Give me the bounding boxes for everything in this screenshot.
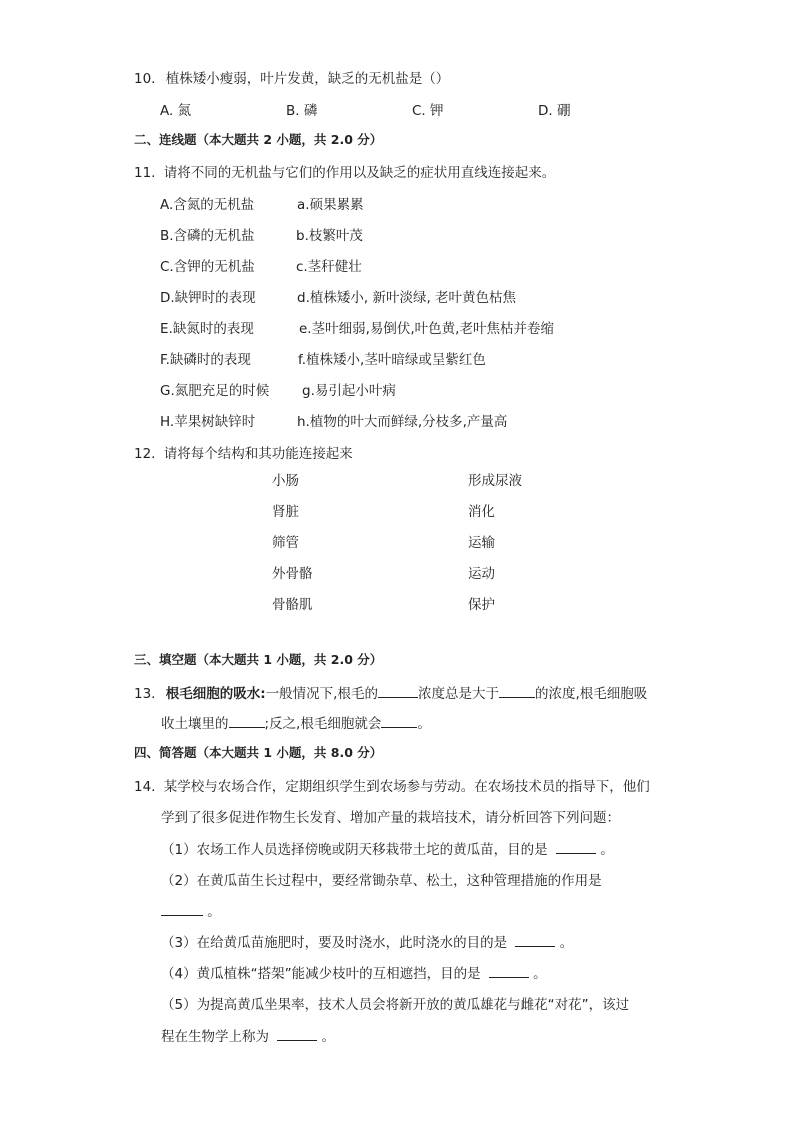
question-text-line: 学到了很多促进作物生长发育、增加产量的栽培技术，请分析回答下列问题：	[161, 810, 620, 826]
answer-blank[interactable]	[556, 840, 596, 854]
sub-question-5	[161, 993, 629, 1013]
sub-question-4	[161, 962, 547, 982]
section-title: 三、填空题（本大题共 1 小题，共 2.0 分）	[134, 652, 383, 667]
question-number: 14.	[134, 779, 156, 795]
question-text: 植株矮小瘦弱，叶片发黄，缺乏的无机盐是（）	[165, 71, 450, 87]
section-title: 四、简答题（本大题共 1 小题，共 8.0 分）	[134, 745, 383, 760]
question-14	[134, 775, 650, 795]
section-title: 二、连线题（本大题共 2 小题，共 2.0 分）	[134, 132, 383, 147]
answer-blank[interactable]	[381, 714, 417, 728]
question-text: 浓度总是大于	[417, 686, 499, 702]
question-text: 某学校与农场合作，定期组织学生到农场参与劳动。在农场技术员的指导下，他们	[163, 779, 650, 795]
sub-question-text: （3）在给黄瓜苗施肥时，要及时浇水，此时浇水的目的是	[161, 935, 508, 951]
match-left-item: B.含磷的无机盐	[160, 228, 255, 244]
answer-blank[interactable]	[489, 964, 529, 978]
match-right-item: f.植株矮小,茎叶暗绿或呈紫红色	[298, 352, 486, 368]
match-right-item: d.植株矮小, 新叶淡绿, 老叶黄色枯焦	[297, 290, 517, 306]
match-right-item: 消化	[468, 504, 495, 520]
answer-blank[interactable]	[515, 933, 555, 947]
sub-question-3	[161, 931, 573, 951]
question-10	[134, 67, 449, 87]
sub-question-2	[161, 869, 602, 889]
option-d: D. 硼	[538, 103, 571, 119]
match-left-item: 筛管	[272, 535, 299, 551]
match-right-item: c.茎秆健壮	[296, 259, 362, 275]
sub-question-text: 程在生物学上称为	[161, 1029, 269, 1045]
question-13	[134, 682, 647, 702]
match-left-item: 小肠	[272, 473, 299, 489]
option-c: C. 钾	[412, 103, 444, 119]
question-heading: 根毛细胞的吸水:	[165, 686, 266, 702]
match-right-item: h.植物的叶大而鲜绿,分枝多,产量高	[297, 414, 508, 430]
match-left-item: A.含氮的无机盐	[160, 197, 255, 213]
match-right-item: 保护	[468, 597, 495, 613]
match-left-item: E.缺氮时的表现	[160, 321, 254, 337]
match-left-item: F.缺磷时的表现	[160, 352, 251, 368]
answer-blank[interactable]	[378, 684, 418, 698]
question-11	[134, 161, 555, 181]
match-right-item: b.枝繁叶茂	[296, 228, 363, 244]
match-right-item: e.茎叶细弱,易倒伏,叶色黄,老叶焦枯并卷缩	[299, 321, 554, 337]
sub-question-text: （1）农场工作人员选择傍晚或阴天移栽带土坨的黄瓜苗，目的是	[161, 842, 548, 858]
answer-blank[interactable]	[161, 902, 203, 916]
sub-question-text: （4）黄瓜植株“搭架”能减少枝叶的互相遮挡，目的是	[161, 966, 481, 982]
option-b: B. 磷	[286, 103, 318, 119]
question-number: 13.	[134, 686, 156, 702]
answer-blank[interactable]	[229, 714, 265, 728]
question-text: 收土壤里的	[161, 716, 229, 732]
match-right-item: 形成尿液	[468, 473, 522, 489]
match-left-item: H.苹果树缺锌时	[160, 414, 256, 430]
question-text: ;反之,根毛细胞就会	[264, 716, 382, 732]
sub-question-text: （5）为提高黄瓜坐果率，技术人员会将新开放的黄瓜雄花与雌花“对花”，该过	[161, 997, 630, 1013]
sub-question-1	[161, 838, 614, 858]
match-left-item: G.氮肥充足的时候	[160, 383, 270, 399]
match-left-item: 外骨骼	[272, 566, 313, 582]
period: 。	[207, 904, 221, 920]
option-a: A. 氮	[160, 103, 192, 119]
question-text: 请将每个结构和其功能连接起来	[163, 446, 353, 462]
question-text: 的浓度,根毛细胞吸	[534, 686, 648, 702]
period: 。	[559, 935, 574, 951]
question-number: 10.	[134, 71, 156, 87]
question-text: 。	[417, 716, 431, 732]
sub-question-5-continued	[161, 1025, 335, 1045]
period: 。	[600, 842, 614, 858]
match-right-item: 运动	[468, 566, 495, 582]
question-text: 一般情况下,根毛的	[265, 686, 378, 702]
question-number: 12.	[134, 446, 156, 462]
question-12	[134, 442, 353, 462]
match-left-item: D.缺钾时的表现	[160, 290, 256, 306]
match-right-item: 运输	[468, 535, 495, 551]
sub-question-text: （2）在黄瓜苗生长过程中，要经常锄杂草、松土，这种管理措施的作用是	[161, 873, 602, 889]
answer-blank[interactable]	[499, 684, 535, 698]
question-13-continued	[161, 712, 431, 732]
match-left-item: C.含钾的无机盐	[160, 259, 255, 275]
question-text: 请将不同的无机盐与它们的作用以及缺乏的症状用直线连接起来。	[163, 165, 556, 181]
answer-blank[interactable]	[277, 1027, 317, 1041]
match-right-item: a.硕果累累	[297, 197, 364, 213]
match-left-item: 肾脏	[272, 504, 299, 520]
period: 。	[321, 1029, 336, 1045]
sub-question-2-answer	[161, 900, 221, 920]
match-left-item: 骨骼肌	[272, 597, 313, 613]
period: 。	[533, 966, 547, 982]
question-number: 11.	[134, 165, 156, 181]
match-right-item: g.易引起小叶病	[302, 383, 396, 399]
